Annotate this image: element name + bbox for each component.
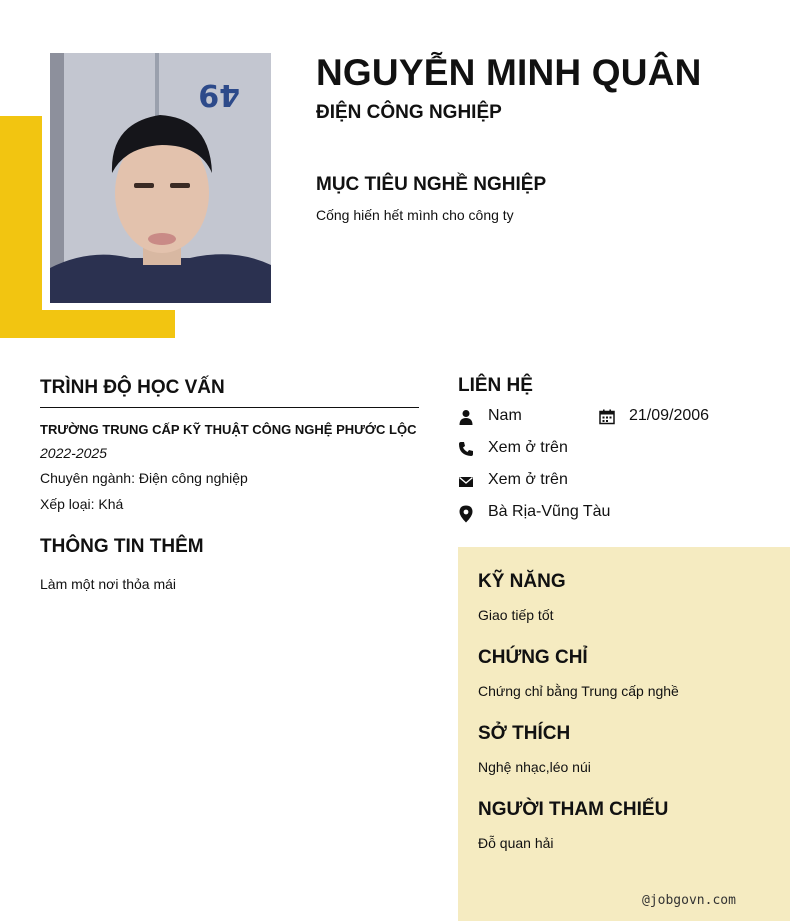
person-icon — [458, 409, 474, 425]
objective-text: Cống hiến hết mình cho công ty — [316, 207, 514, 223]
references-heading: NGƯỜI THAM CHIẾU — [478, 799, 669, 820]
references-text: Đỗ quan hải — [478, 835, 554, 851]
education-heading: TRÌNH ĐỘ HỌC VẤN — [40, 377, 225, 398]
email-value: Xem ở trên — [488, 471, 568, 488]
education-major: Chuyên ngành: Điện công nghiệp — [40, 470, 248, 486]
candidate-name: NGUYỄN MINH QUÂN — [316, 52, 702, 93]
extra-info-text: Làm một nơi thỏa mái — [40, 576, 177, 592]
objective-heading: MỤC TIÊU NGHỀ NGHIỆP — [316, 174, 547, 195]
svg-text:49: 49 — [198, 77, 240, 112]
education-years: 2022-2025 — [40, 445, 107, 461]
address-value: Bà Rịa-Vũng Tàu — [488, 503, 611, 520]
job-title: ĐIỆN CÔNG NGHIỆP — [316, 102, 502, 123]
certificates-heading: CHỨNG CHỈ — [478, 647, 588, 668]
phone-value: Xem ở trên — [488, 439, 568, 456]
calendar-icon — [599, 409, 615, 425]
skills-heading: KỸ NĂNG — [478, 571, 566, 592]
accent-bar-horizontal — [0, 310, 175, 338]
section-divider — [40, 407, 419, 408]
birthday-value: 21/09/2006 — [629, 407, 710, 424]
location-pin-icon — [458, 505, 474, 521]
extra-info-heading: THÔNG TIN THÊM — [40, 536, 204, 557]
phone-icon — [458, 441, 474, 457]
skills-text: Giao tiếp tốt — [478, 607, 554, 623]
school-name: TRƯỜNG TRUNG CẤP KỸ THUẬT CÔNG NGHỆ PHƯỚC LỘC — [40, 422, 417, 437]
profile-photo — [50, 53, 271, 303]
certificates-text: Chứng chỉ bằng Trung cấp nghề — [478, 683, 679, 699]
contact-heading: LIÊN HỆ — [458, 375, 533, 396]
gender-value: Nam — [488, 407, 522, 424]
mail-icon — [458, 474, 474, 490]
hobbies-heading: SỞ THÍCH — [478, 723, 571, 744]
hobbies-text: Nghệ nhạc,léo núi — [478, 759, 591, 775]
accent-bar-vertical — [0, 116, 42, 338]
education-grade: Xếp loại: Khá — [40, 496, 124, 512]
watermark-text: @jobgovn.com — [642, 893, 736, 908]
